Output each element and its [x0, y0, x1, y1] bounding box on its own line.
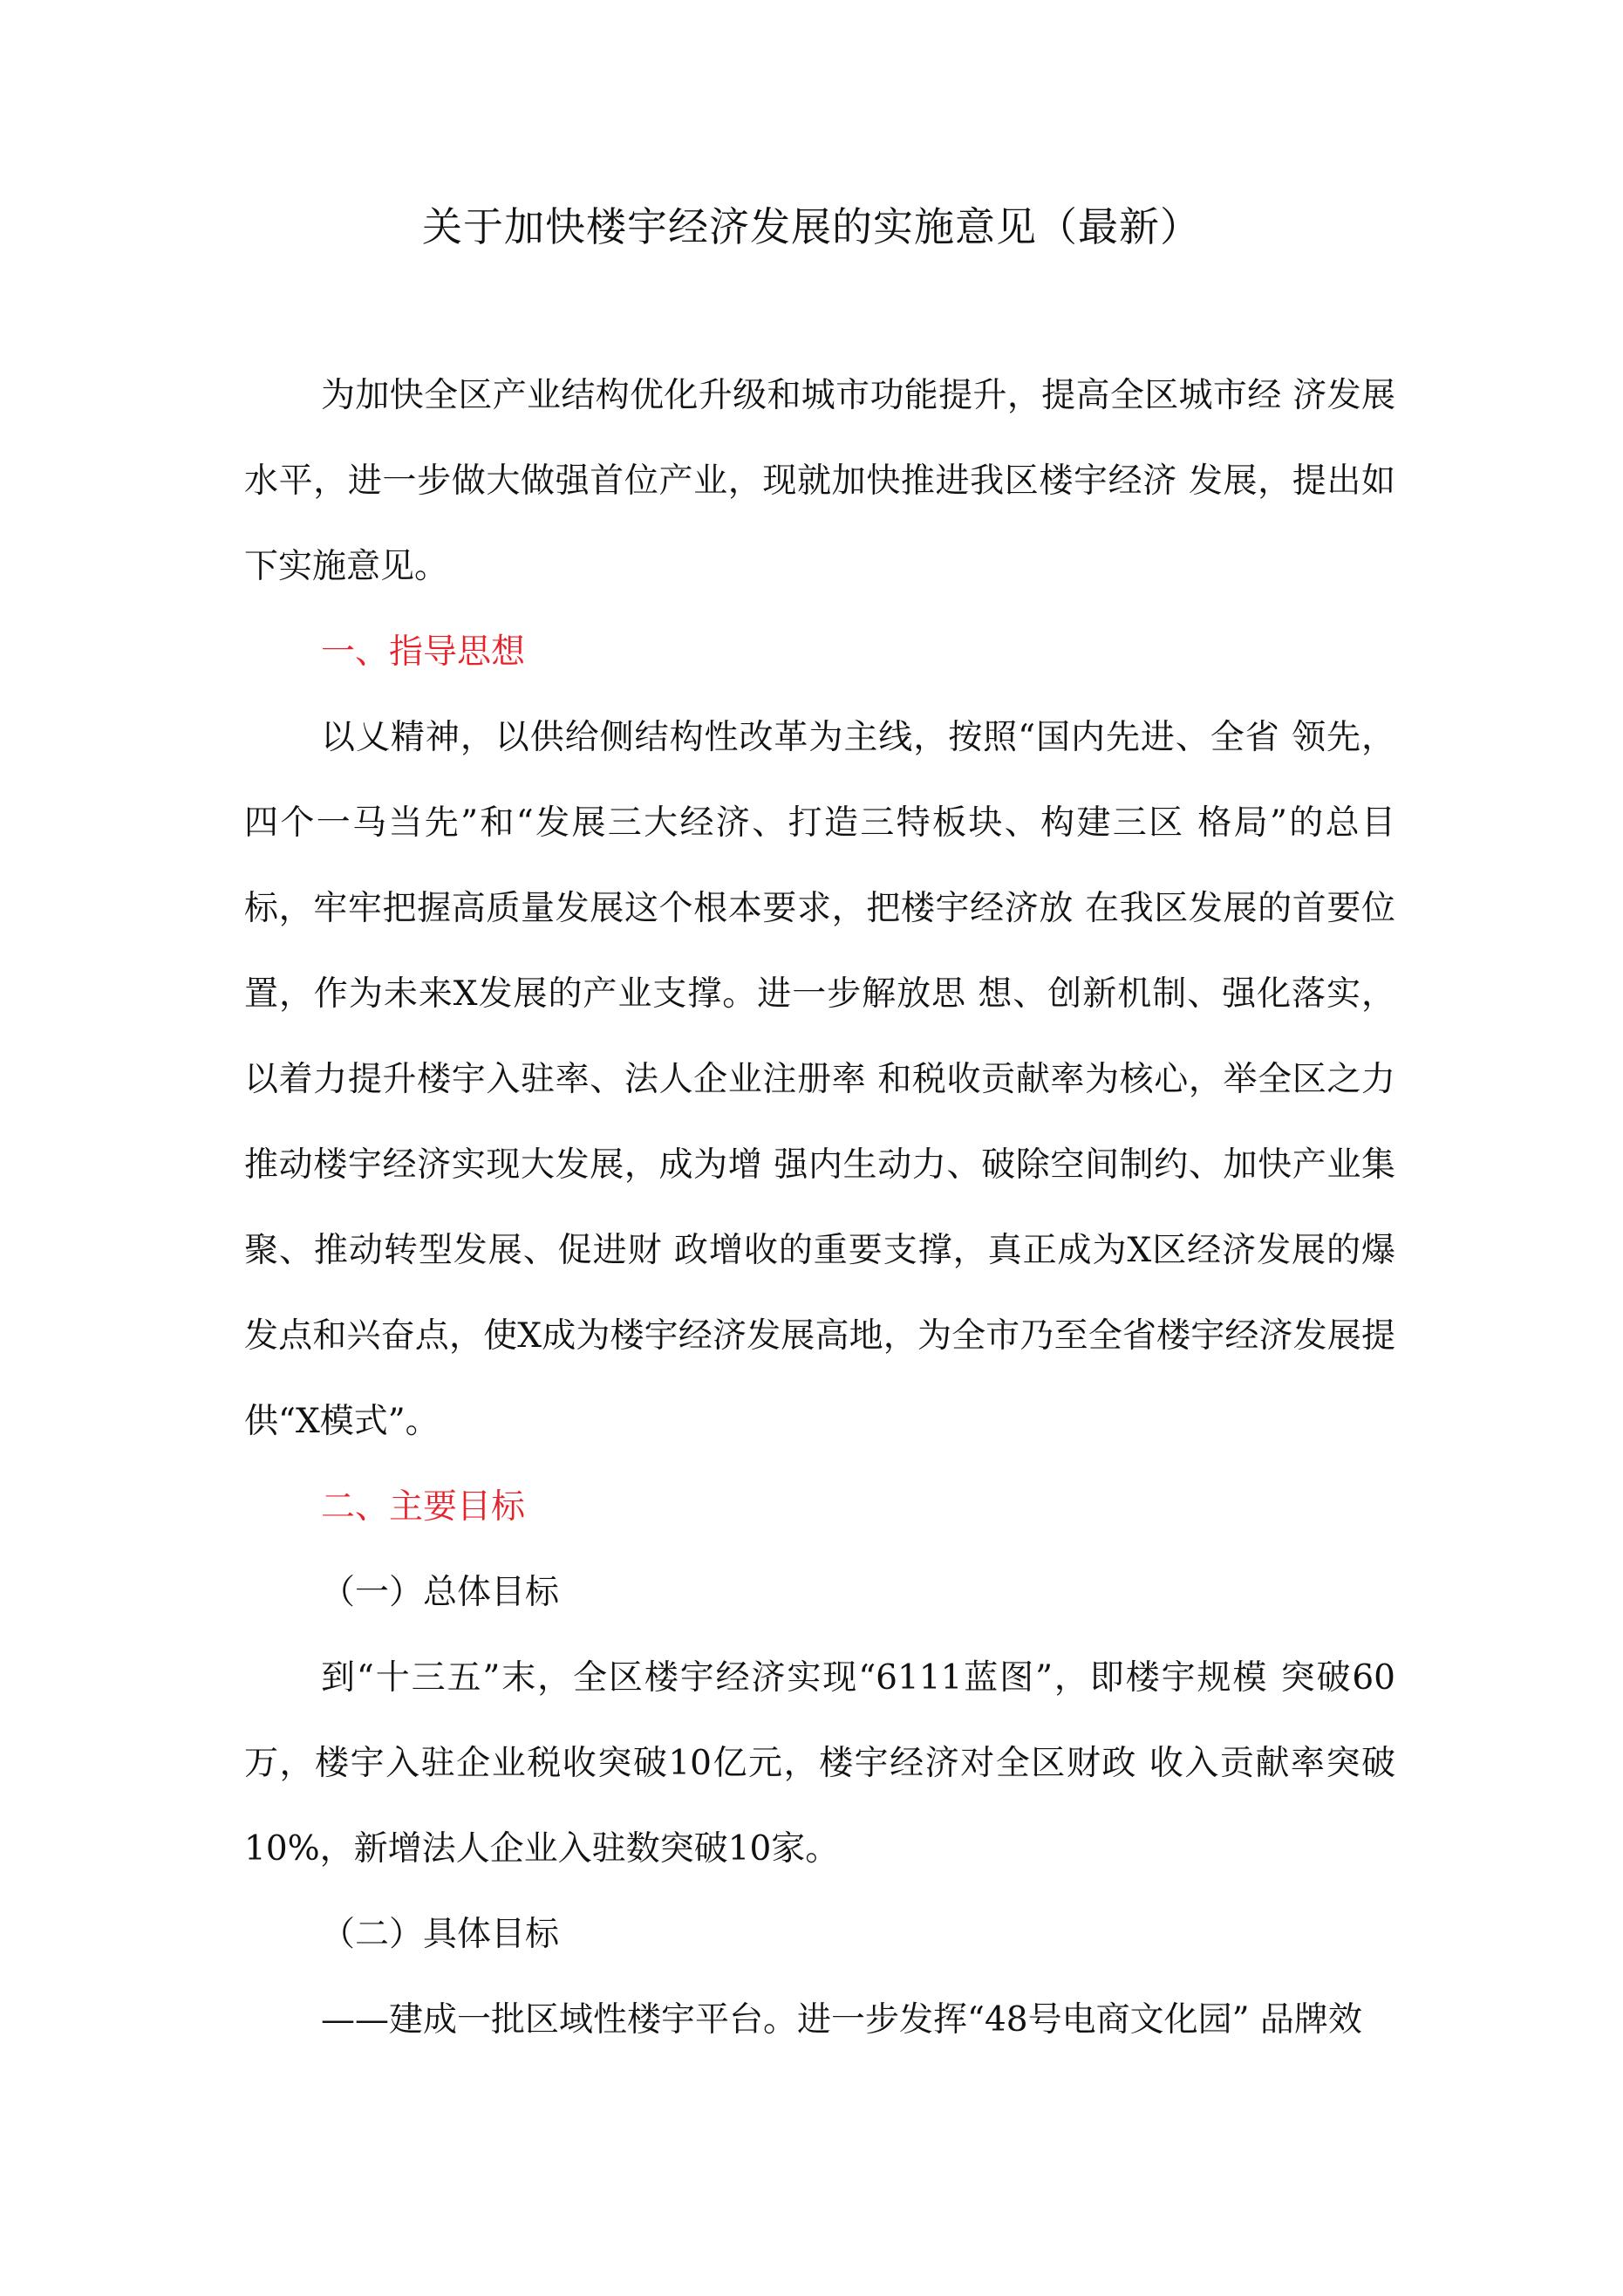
- intro-paragraph: 为加快全区产业结构优化升级和城市功能提升，提高全区城市经 济发展水平，进一步做大做强首位产业，现就加快推进我区楼宇经济 发展，提出如下实施意见。: [244, 376, 1395, 586]
- document-title: 关于加快楼宇经济发展的实施意见（最新）: [422, 203, 1201, 250]
- document-body: [244, 353, 1395, 2063]
- specific-goals-paragraph: ——建成一批区域性楼宇平台。进一步发挥“48号电商文化园” 品牌效: [321, 2000, 1362, 2040]
- section-heading-guiding-ideology: 一、指导思想: [321, 632, 526, 672]
- subheading-overall-goals: （一）总体目标: [321, 1573, 560, 1612]
- overall-goals-paragraph: 到“十三五”末，全区楼宇经济实现“6111蓝图”，即楼宇规模 突破60万，楼宇入驻企业税收突破10亿元，楼宇经济对全区财政 收入贡献率突破10%，新增法人企业入驻数突破10家。: [244, 1658, 1395, 1869]
- guiding-ideology-paragraph: 以乂精神，以供给侧结构性改革为主线，按照“国内先进、全省 领先，四个一马当先”和“发展三大经济、打造三特板块、构建三区 格局”的总目标，牢牢把握高质量发展这个根本要求，把楼宇经济放 在我区发展的首要位置，作为未来X发展的产业支撑。进一步解放思 想、创新机制、强化落实，以着力提升楼宇入驻率、法人企业注册率 和税收贡献率为核心，举全区之力推动楼宇经济实现大发展，成为增 强内生动力、破除空间制约、加快产业集聚、推动转型发展、促进财 政增收的重要支撑，真正成为X区经济发展的爆发点和兴奋点，使X成为楼宇经济发展高地，为全市乃至全省楼宇经济发展提供“X模式”。: [244, 718, 1395, 1441]
- section-heading-main-goals: 二、主要目标: [321, 1487, 526, 1527]
- subheading-specific-goals: （二）具体目标: [321, 1915, 560, 1954]
